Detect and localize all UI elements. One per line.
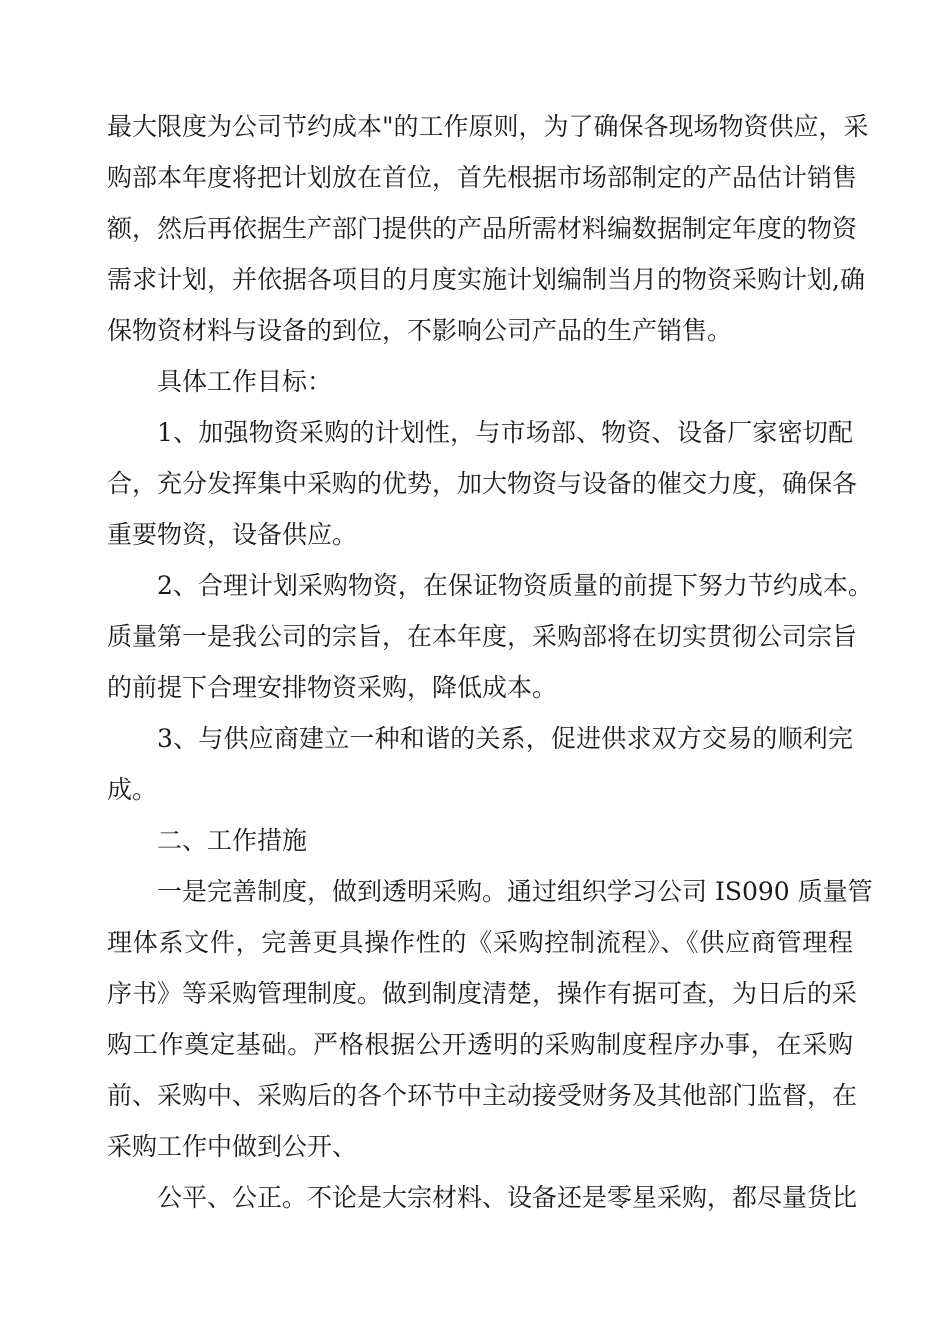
text-line: 需求计划，并依据各项目的月度实施计划编制当月的物资采购计划,确 [107, 265, 865, 294]
text-line: 保物资材料与设备的到位，不影响公司产品的生产销售。 [107, 316, 733, 345]
document-body [107, 101, 873, 1223]
text-line: 成。 [107, 775, 158, 804]
text-line: 一是完善制度，做到透明采购。通过组织学习公司 IS090 质量管 [157, 877, 873, 906]
text-line: 的前提下合理安排物资采购，降低成本。 [107, 673, 558, 702]
text-line: 1、加强物资采购的计划性，与市场部、物资、设备厂家密切配 [157, 418, 853, 447]
text-line: 采购工作中做到公开、 [107, 1132, 358, 1161]
text-line: 具体工作目标： [157, 367, 333, 396]
text-line: 3、与供应商建立一种和谐的关系，促进供求双方交易的顺利完 [157, 724, 853, 753]
text-line: 序书》等采购管理制度。做到制度清楚，操作有据可查，为日后的采 [107, 979, 858, 1008]
text-line: 2、合理计划采购物资，在保证物资质量的前提下努力节约成本。 [157, 571, 873, 600]
text-line: 前、采购中、采购后的各个环节中主动接受财务及其他部门监督，在 [107, 1081, 858, 1110]
text-line: 购部本年度将把计划放在首位，首先根据市场部制定的产品估计销售 [107, 163, 858, 192]
text-line: 理体系文件，完善更具操作性的《采购控制流程》、《供应商管理程 [107, 928, 853, 957]
text-line: 公平、公正。不论是大宗材料、设备还是零星采购，都尽量货比 [157, 1183, 858, 1212]
text-line: 最大限度为公司节约成本"的工作原则，为了确保各现场物资供应，采 [107, 112, 869, 141]
text-line: 二、工作措施 [157, 826, 308, 855]
text-line: 质量第一是我公司的宗旨，在本年度，采购部将在切实贯彻公司宗旨 [107, 622, 858, 651]
text-line: 重要物资，设备供应。 [107, 520, 358, 549]
text-line: 合，充分发挥集中采购的优势，加大物资与设备的催交力度，确保各 [107, 469, 858, 498]
text-line: 额，然后再依据生产部门提供的产品所需材料编数据制定年度的物资 [107, 214, 858, 243]
text-line: 购工作奠定基础。严格根据公开透明的采购制度程序办事，在采购 [107, 1030, 853, 1059]
